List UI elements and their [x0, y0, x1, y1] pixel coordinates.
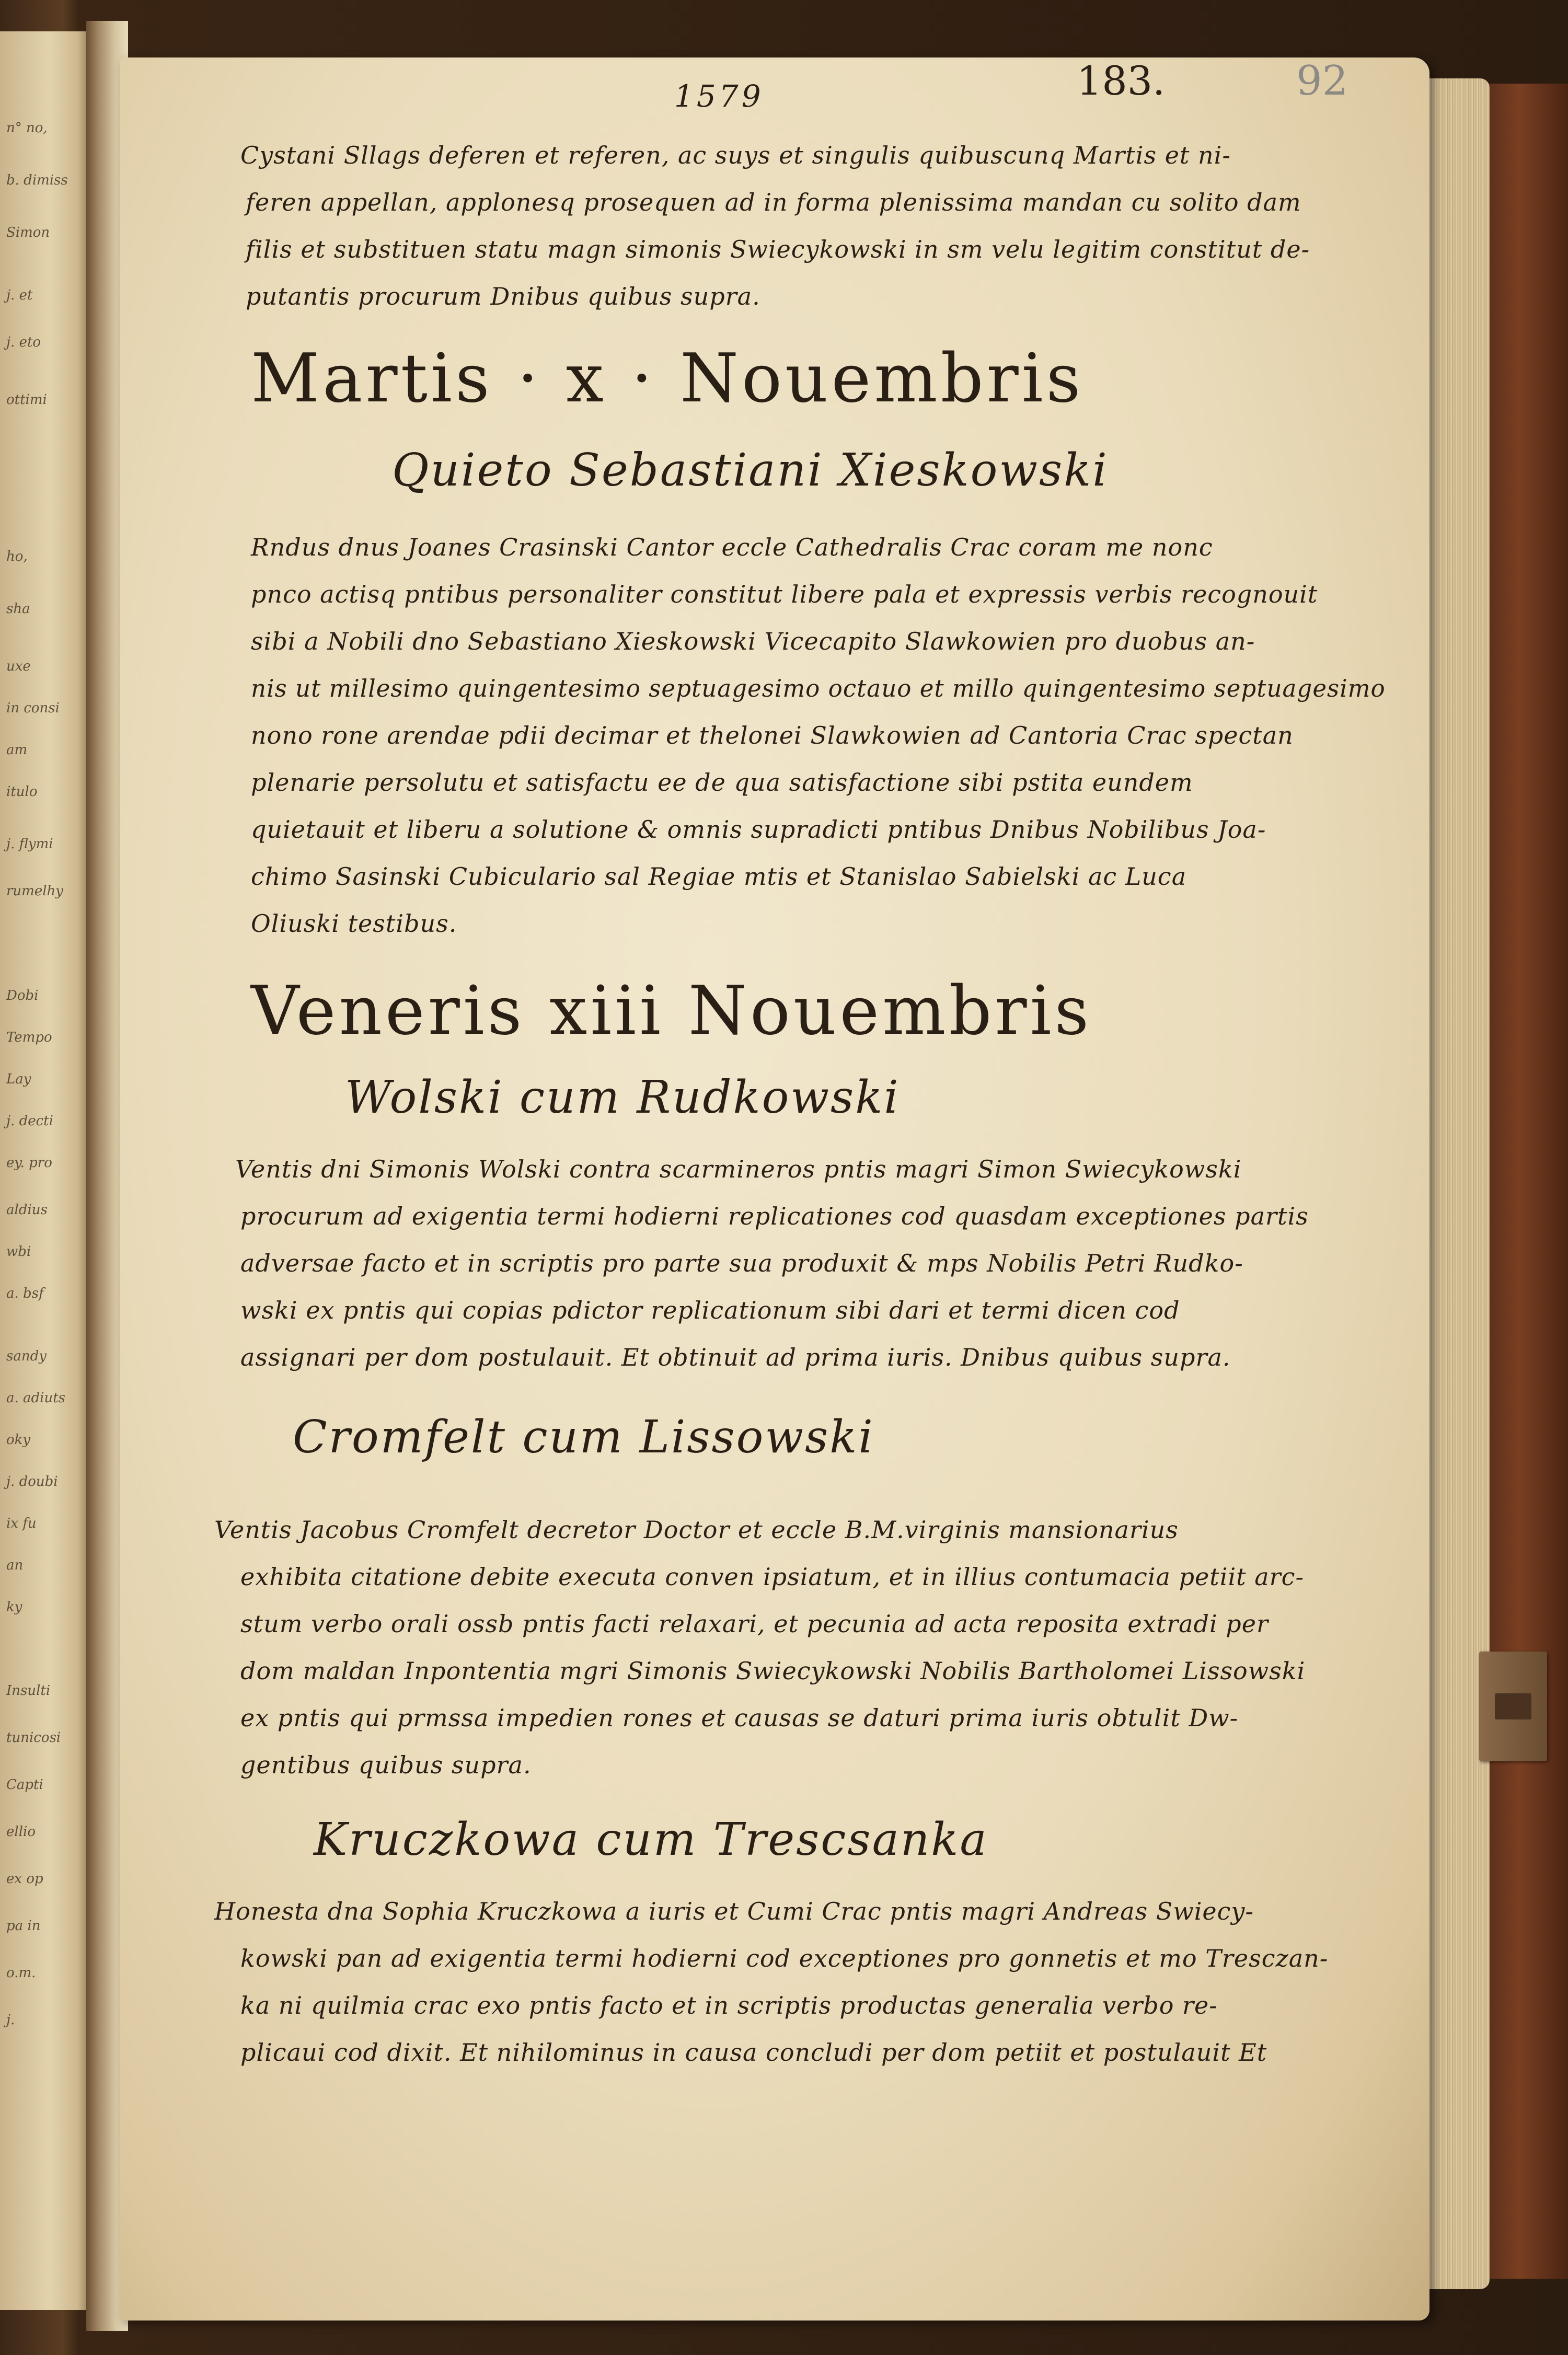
date-heading: Martis · x · Nouembris	[251, 340, 1084, 418]
margin-fragment: n° no,	[6, 120, 48, 136]
text-line: sibi a Nobili dno Sebastiano Xieskowski Vicecapito Slawkowien pro duobus an-	[251, 627, 1255, 655]
case-heading: Kruczkowa cum Trescsanka	[314, 1814, 988, 1866]
margin-fragment: j. decti	[6, 1113, 53, 1129]
margin-fragment: Dobi	[6, 988, 39, 1003]
text-line: adversae facto et in scriptis pro parte sua produxit & mps Nobilis Petri Rudko-	[240, 1249, 1243, 1277]
margin-fragment: itulo	[6, 784, 38, 800]
manuscript-page	[120, 57, 1429, 2321]
text-line: Rndus dnus Joanes Crasinski Cantor eccle Cathedralis Crac coram me nonc	[251, 533, 1213, 561]
text-line: gentibus quibus supra.	[240, 1751, 532, 1779]
margin-fragment: Tempo	[6, 1030, 52, 1045]
margin-fragment: j. doubi	[6, 1474, 58, 1490]
left-page-fragment	[0, 31, 91, 2310]
clasp-tab	[1479, 1652, 1547, 1761]
text-line: wski ex pntis qui copias pdictor replicationum sibi dari et termi dicen cod	[240, 1296, 1180, 1324]
text-line: ex pntis qui prmssa impedien rones et causas se daturi prima iuris obtulit Dw-	[240, 1704, 1239, 1732]
margin-fragment: oky	[6, 1432, 31, 1448]
text-line: chimo Sasinski Cubiculario sal Regiae mtis et Stanislao Sabielski ac Luca	[251, 862, 1187, 891]
margin-fragment: j. eto	[6, 334, 41, 350]
margin-fragment: ho,	[6, 549, 28, 564]
text-line: quietauit et liberu a solutione & omnis supradicti pntibus Dnibus Nobilibus Joa-	[251, 815, 1266, 844]
margin-fragment: o.m.	[6, 1965, 36, 1981]
margin-fragment: in consi	[6, 700, 60, 716]
case-heading: Quieto Sebastiani Xieskowski	[392, 444, 1109, 497]
margin-fragment: Lay	[6, 1071, 31, 1087]
folio-number-pencil: 92	[1296, 57, 1348, 105]
margin-fragment: an	[6, 1557, 24, 1573]
text-line: nono rone arendae pdii decimar et thelonei Slawkowien ad Cantoria Crac spectan	[251, 721, 1294, 749]
margin-fragment: Simon	[6, 225, 50, 240]
text-line: pnco actisq pntibus personaliter constitut libere pala et expressis verbis recognouit	[251, 580, 1318, 608]
margin-fragment: pa in	[6, 1918, 41, 1934]
text-line: plicaui cod dixit. Et nihilominus in causa concludi per dom petiit et postulauit Et	[240, 2038, 1267, 2067]
text-line: kowski pan ad exigentia termi hodierni cod exceptiones pro gonnetis et mo Tresczan-	[240, 1944, 1329, 1972]
text-line: assignari per dom postulauit. Et obtinuit ad prima iuris. Dnibus quibus supra.	[240, 1343, 1231, 1371]
text-line: Cystani Sllags deferen et referen, ac suys et singulis quibuscunq Martis et ni-	[240, 141, 1231, 169]
margin-fragment: j. et	[6, 287, 33, 303]
margin-fragment: ellio	[6, 1824, 36, 1840]
margin-fragment: ey. pro	[6, 1155, 52, 1171]
margin-fragment: sandy	[6, 1348, 47, 1364]
text-line: Honesta dna Sophia Kruczkowa a iuris et Cumi Crac pntis magri Andreas Swiecy-	[214, 1897, 1254, 1925]
text-line: putantis procurum Dnibus quibus supra.	[246, 282, 760, 310]
book-cover-edge	[1487, 84, 1568, 2279]
margin-fragment: a. adiuts	[6, 1390, 66, 1406]
text-line: ka ni quilmia crac exo pntis facto et in scriptis productas generalia verbo re-	[240, 1991, 1218, 2019]
margin-fragment: uxe	[6, 659, 31, 674]
margin-fragment: ix fu	[6, 1516, 37, 1531]
margin-fragment: rumelhy	[6, 883, 63, 899]
text-line: nis ut millesimo quingentesimo septuagesimo octauo et millo quingentesimo septuagesimo	[251, 674, 1386, 702]
text-line: stum verbo orali ossb pntis facti relaxari, et pecunia ad acta reposita extradi per	[240, 1610, 1269, 1638]
case-heading: Cromfelt cum Lissowski	[293, 1411, 874, 1463]
text-line: filis et substituen statu magn simonis Swiecykowski in sm velu legitim constitut de-	[246, 235, 1310, 263]
margin-fragment: am	[6, 742, 28, 758]
text-line: procurum ad exigentia termi hodierni replicationes cod quasdam exceptiones partis	[240, 1202, 1309, 1230]
text-line: exhibita citatione debite executa conven ipsiatum, et in illius contumacia petiit arc-	[240, 1563, 1304, 1591]
margin-fragment: ottimi	[6, 392, 47, 408]
text-line: Ventis dni Simonis Wolski contra scarmineros pntis magri Simon Swiecykowski	[235, 1155, 1242, 1183]
margin-fragment: b. dimiss	[6, 172, 68, 188]
margin-fragment: Insulti	[6, 1683, 51, 1699]
margin-fragment: a. bsf	[6, 1286, 44, 1301]
margin-fragment: ex op	[6, 1871, 43, 1887]
margin-fragment: j. flymi	[6, 836, 53, 852]
folio-number-ink: 183.	[1077, 57, 1166, 104]
text-line: dom maldan Inpontentia mgri Simonis Swiecykowski Nobilis Bartholomei Lissowski	[240, 1657, 1306, 1685]
case-heading: Wolski cum Rudkowski	[345, 1071, 900, 1124]
margin-fragment: Capti	[6, 1777, 43, 1793]
year-header: 1579	[674, 78, 764, 114]
date-heading: Veneris xiii Nouembris	[251, 972, 1092, 1050]
margin-fragment: sha	[6, 601, 30, 617]
text-line: Ventis Jacobus Cromfelt decretor Doctor et eccle B.M.virginis mansionarius	[214, 1516, 1179, 1544]
margin-fragment: ky	[6, 1599, 22, 1615]
text-line: plenarie persolutu et satisfactu ee de qua satisfactione sibi pstita eundem	[251, 768, 1193, 796]
margin-fragment: j.	[6, 2012, 15, 2028]
margin-fragment: tunicosi	[6, 1730, 61, 1746]
page-fore-edge	[1427, 78, 1490, 2289]
margin-fragment: aldius	[6, 1202, 48, 1218]
margin-fragment: wbi	[6, 1244, 31, 1260]
text-line: feren appellan, applonesq prosequen ad in forma plenissima mandan cu solito dam	[246, 188, 1301, 216]
text-line: Oliuski testibus.	[251, 909, 457, 938]
